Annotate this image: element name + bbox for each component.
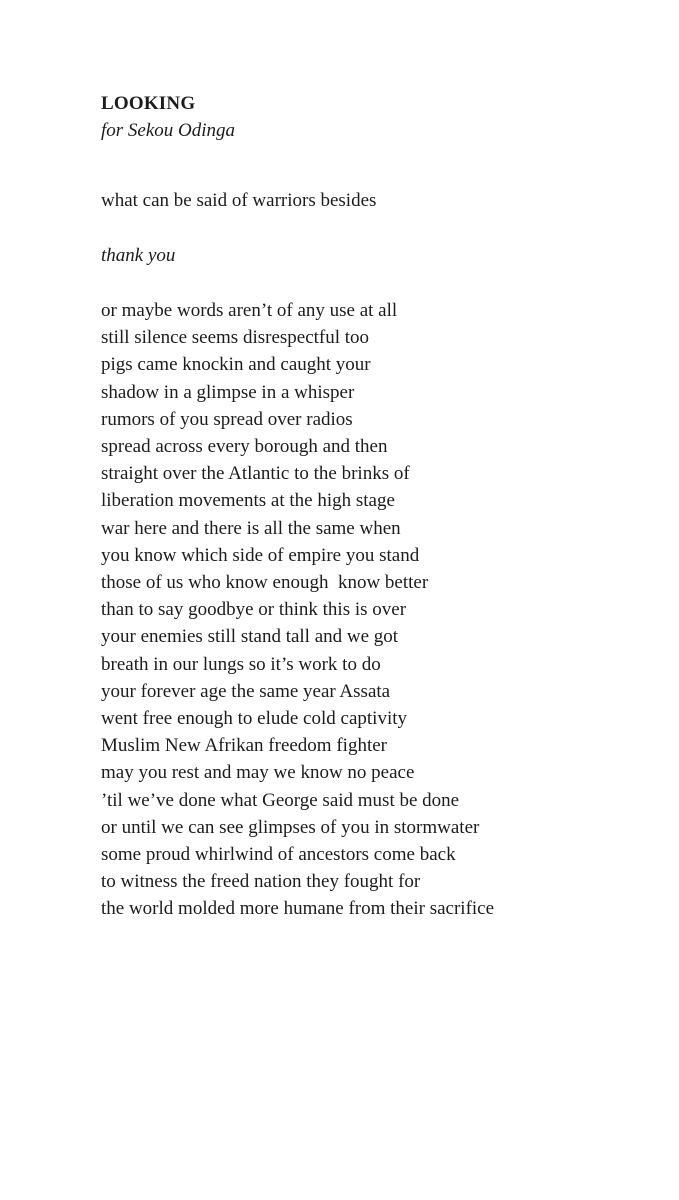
poem-line: rumors of you spread over radios bbox=[101, 408, 353, 430]
poem-line: you know which side of empire you stand bbox=[101, 544, 420, 566]
poem-line: Muslim New Afrikan freedom fighter bbox=[101, 735, 387, 757]
poem-line: war here and there is all the same when bbox=[101, 517, 401, 539]
poem-dedication: for Sekou Odinga bbox=[101, 120, 236, 141]
poem-line: those of us who know enough know better bbox=[101, 572, 429, 594]
poem-line: breath in our lungs so it’s work to do bbox=[101, 653, 381, 675]
poem-line: straight over the Atlantic to the brinks of bbox=[101, 463, 410, 485]
poem-title: LOOKING bbox=[101, 93, 196, 114]
poem-line: shadow in a glimpse in a whisper bbox=[101, 381, 355, 403]
poem-line: spread across every borough and then bbox=[101, 436, 388, 458]
poem-line: your forever age the same year Assata bbox=[101, 680, 391, 702]
poem-line: or until we can see glimpses of you in stormwater bbox=[101, 816, 480, 838]
poem-line: some proud whirlwind of ancestors come back bbox=[101, 844, 456, 866]
poem-line: still silence seems disrespectful too bbox=[101, 327, 370, 349]
italic-line: thank you bbox=[101, 245, 176, 266]
poem-line: liberation movements at the high stage bbox=[101, 490, 395, 512]
opening-line: what can be said of warriors besides bbox=[101, 190, 377, 211]
poem-line: the world molded more humane from their sacrifice bbox=[101, 898, 495, 920]
poem-line: your enemies still stand tall and we got bbox=[101, 626, 399, 648]
poem-line: went free enough to elude cold captivity bbox=[101, 708, 408, 730]
poem-stanza bbox=[101, 297, 661, 923]
poem-line: than to say goodbye or think this is over bbox=[101, 599, 407, 621]
poem-line: ’til we’ve done what George said must be done bbox=[101, 789, 460, 811]
poem-line: may you rest and may we know no peace bbox=[101, 762, 415, 784]
poem-line: to witness the freed nation they fought for bbox=[101, 871, 421, 893]
poem-page bbox=[101, 92, 661, 923]
poem-line: or maybe words aren’t of any use at all bbox=[101, 300, 398, 321]
poem-line: pigs came knockin and caught your bbox=[101, 354, 371, 376]
